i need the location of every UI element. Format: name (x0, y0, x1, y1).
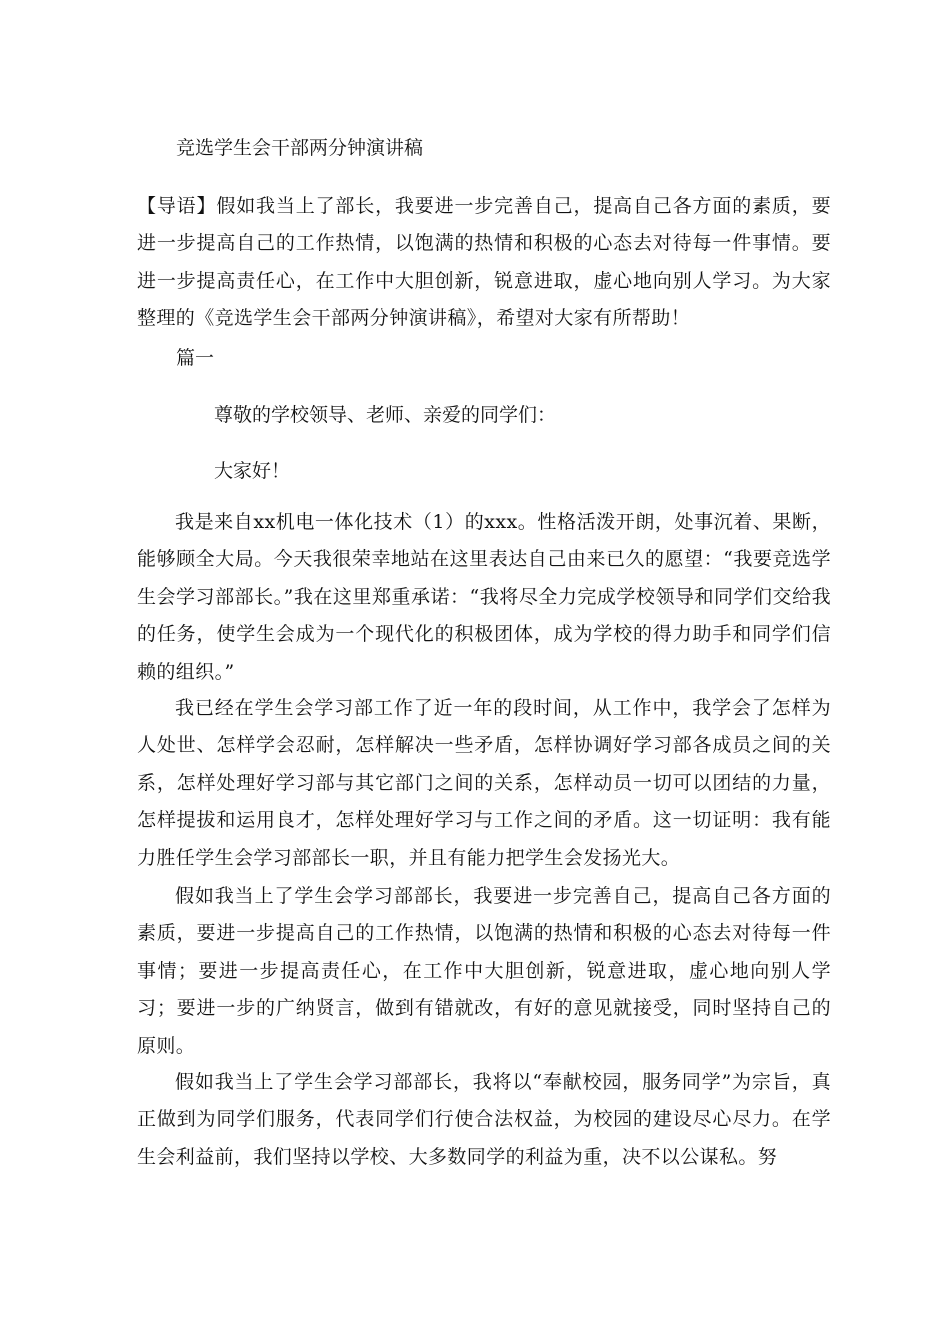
intro-paragraph: 【导语】假如我当上了部长，我要进一步完善自己，提高自己各方面的素质，要进一步提高自己的工作热情，以饱满的热情和积极的心态去对待每一件事情。要进一步提高责任心，在工作中大胆创新，锐意进取，虚心地向别人学习。为大家整理的《竞选学生会干部两分钟演讲稿》，希望对大家有所帮助！ (137, 195, 831, 330)
section-label: 篇一 (176, 347, 215, 369)
document-title: 竞选学生会干部两分钟演讲稿 (176, 137, 424, 159)
body-paragraph-1: 我是来自xx机电一体化技术（1）的xxx。性格活泼开朗，处事沉着、果断，能够顾全大局。今天我很荣幸地站在这里表达自己由来已久的愿望：“我要竞选学生会学习部部长。”我在这里郑重承诺：“我将尽全力完成学校领导和同学们交给我的任务，使学生会成为一个现代化的积极团体，成为学校的得力助手和同学们信赖的组织。” (137, 511, 831, 683)
greeting: 大家好！ (214, 460, 291, 482)
salutation: 尊敬的学校领导、老师、亲爱的同学们： (214, 404, 557, 426)
body-paragraph-2: 我已经在学生会学习部工作了近一年的段时间，从工作中，我学会了怎样为人处世、怎样学会忍耐，怎样解决一些矛盾，怎样协调好学习部各成员之间的关系，怎样处理好学习部与其它部门之间的关系，怎样动员一切可以团结的力量，怎样提拔和运用良才，怎样处理好学习与工作之间的矛盾。这一切证明：我有能力胜任学生会学习部部长一职，并且有能力把学生会发扬光大。 (137, 697, 831, 869)
body-paragraph-3: 假如我当上了学生会学习部部长，我要进一步完善自己，提高自己各方面的素质，要进一步提高自己的工作热情，以饱满的热情和积极的心态去对待每一件事情；要进一步提高责任心，在工作中大胆创新，锐意进取，虚心地向别人学习；要进一步的广纳贤言，做到有错就改，有好的意见就接受，同时坚持自己的原则。 (137, 885, 831, 1057)
body-paragraph-4: 假如我当上了学生会学习部部长，我将以“奉献校园，服务同学”为宗旨，真正做到为同学们服务，代表同学们行使合法权益，为校园的建设尽心尽力。在学生会利益前，我们坚持以学校、大多数同学的利益为重，决不以公谋私。努 (137, 1071, 831, 1168)
